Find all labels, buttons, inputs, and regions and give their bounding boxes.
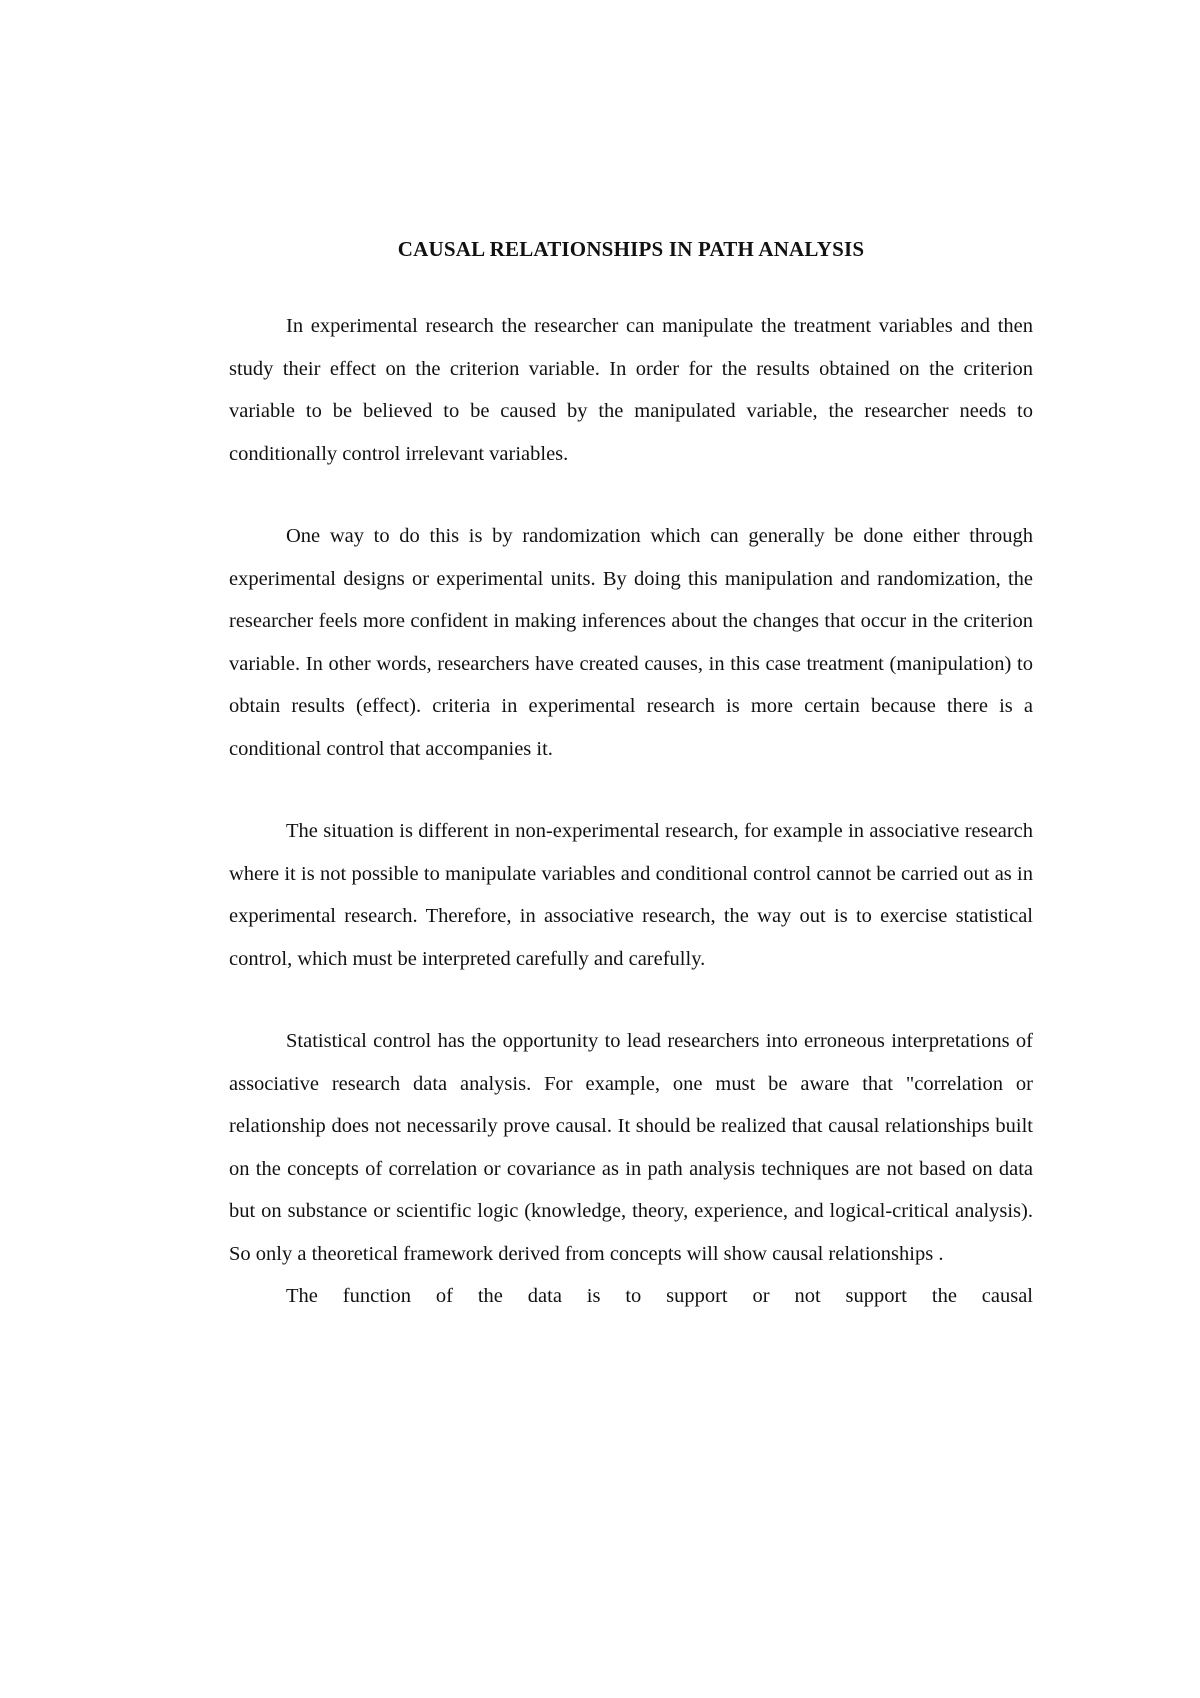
paragraph-4: Statistical control has the opportunity to lead researchers into erroneous interpretations of associative research data analysis. For example, one must be aware that "correlation or relationship does not necessarily prove causal. It should be realized that causal relationships built on the concepts of correlation or covariance as in path analysis techniques are not based on data but on substance or scientific logic (knowledge, theory, experience, and logical-critical analysis). So only a theoretical framework derived from concepts will show causal relationships . [229,1030,1033,1265]
paragraph-2: One way to do this is by randomization which can generally be done either through experimental designs or experimental units. By doing this manipulation and randomization, the researcher feels more confident in making inferences about the changes that occur in the criterion variable. In other words, researchers have created causes, in this case treatment (manipulation) to obtain results (effect). criteria in experimental research is more certain because there is a conditional control that accompanies it. [229,525,1033,760]
paragraph-1: In experimental research the researcher can manipulate the treatment variables and then study their effect on the criterion variable. In order for the results obtained on the criterion variable to be believed to be caused by the manipulated variable, the researcher needs to conditionally control irrelevant variables. [229,315,1033,465]
paragraph-5: The function of the data is to support or not support the causal [286,1285,1033,1307]
paragraph-3: The situation is different in non-experimental research, for example in associative research where it is not possible to manipulate variables and conditional control cannot be carried out as in experimental research. Therefore, in associative research, the way out is to exercise statistical control, which must be interpreted carefully and carefully. [229,820,1033,970]
document-title: CAUSAL RELATIONSHIPS IN PATH ANALYSIS [397,237,865,261]
document-body [229,228,1033,1318]
